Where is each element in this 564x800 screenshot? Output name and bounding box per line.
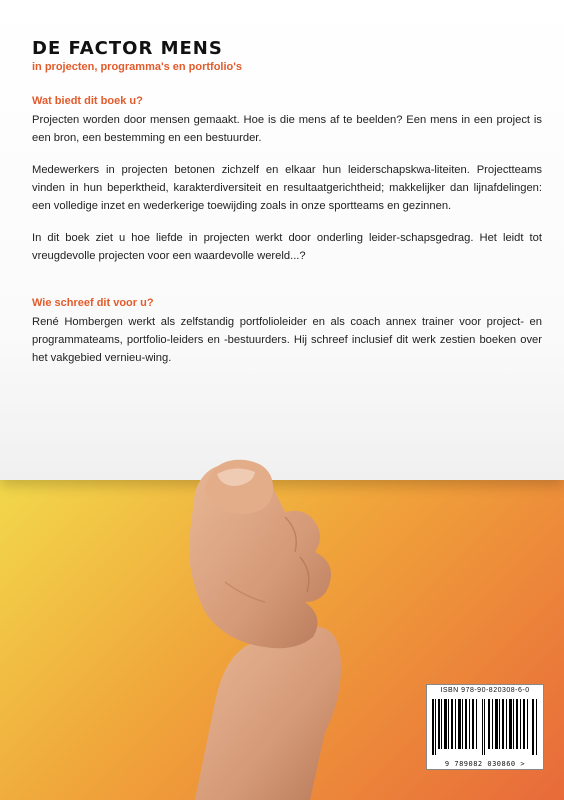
paragraph: René Hombergen werkt als zelfstandig portfolioleider en als coach annex trainer voor project- en programmateams, portfolio-leiders en -bestuurders. Hij schreef inclusief dit werk zestien boeken over het vakgebied vernieu-wing. (32, 316, 542, 364)
isbn-barcode (426, 684, 544, 770)
isbn-label: ISBN 978-90-820308-6-0 (440, 687, 530, 694)
section-heading-author: Wie schreef dit voor u? (32, 297, 154, 309)
book-title: DE FACTOR MENS (32, 38, 223, 59)
paragraph: Projecten worden door mensen gemaakt. Hoe is die mens af te beelden? Een mens in een project is een bron, een bestemming en een bestuurder. (32, 114, 542, 144)
book-subtitle: in projecten, programma's en portfolio's (32, 61, 242, 73)
paragraph: In dit boek ziet u hoe liefde in projecten werkt door onderling leider-schapsgedrag. Het leidt tot vreugdevolle projecten voor een waardevolle wereld...? (32, 232, 542, 262)
barcode-number: 9 789082 030860 > (444, 760, 526, 768)
barcode-bars (432, 699, 538, 755)
section-heading-offer: Wat biedt dit boek u? (32, 95, 143, 107)
back-cover-text (32, 38, 542, 381)
hand-image (135, 452, 375, 800)
paragraph: Medewerkers in projecten betonen zichzelf en elkaar hun leiderschapskwa-liteiten. Projectteams vinden in hun beperktheid, karakterdiversiteit en resultaatgerichtheid; makkelijker dan lijnafdelingen: een volledige inzet en wederkerige toewijding zoals in onze sportteams en gezinnen. (32, 164, 542, 212)
